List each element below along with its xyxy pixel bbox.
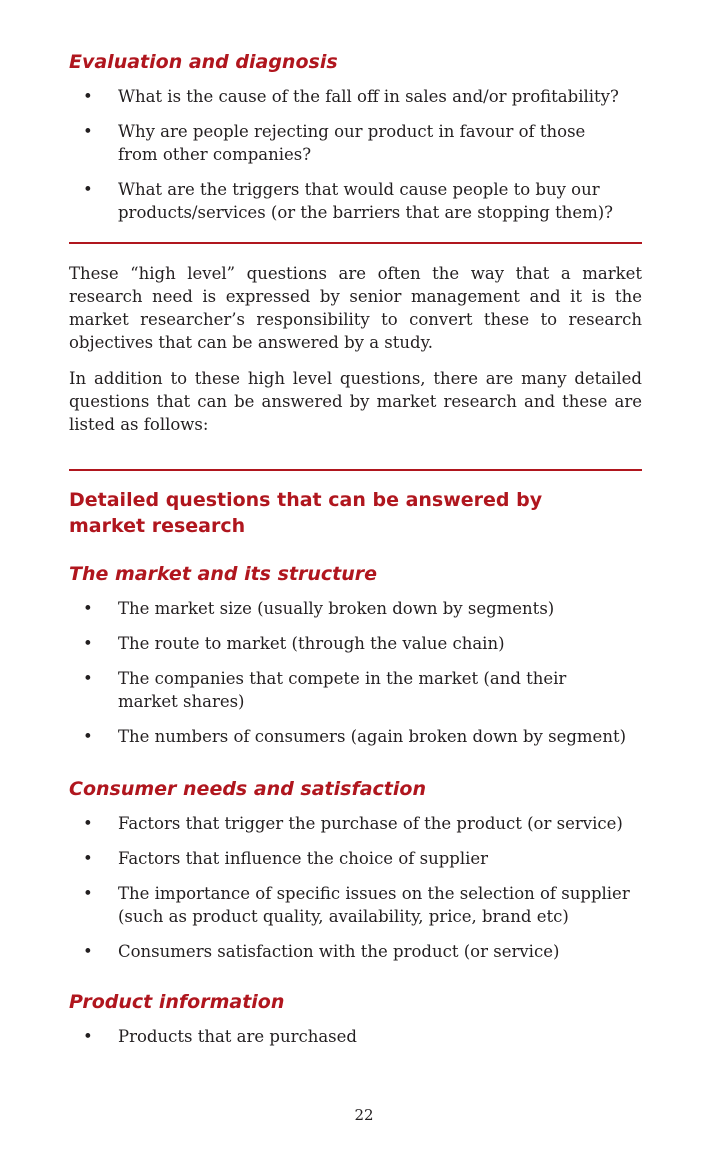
list-item-text: Consumers satisfaction with the product (or service) (118, 942, 560, 961)
list-item-text: The companies that compete in the market (and their market shares) (118, 669, 567, 711)
consumer-list (69, 812, 642, 963)
page-number: 22 (354, 1106, 374, 1124)
list-item (69, 667, 642, 713)
list-item (69, 632, 642, 655)
bullet-icon: • (83, 849, 93, 868)
list-item (69, 120, 642, 166)
bullet-icon: • (83, 634, 93, 653)
list-item-text: Factors that influence the choice of supplier (118, 849, 489, 868)
list-item (69, 940, 642, 963)
divider (69, 242, 642, 244)
list-item-text: Factors that trigger the purchase of the product (or service) (118, 814, 623, 833)
divider (69, 469, 642, 471)
bullet-icon: • (83, 122, 93, 141)
evaluation-list (69, 85, 642, 224)
bullet-icon: • (83, 599, 93, 618)
list-item (69, 725, 642, 748)
section-heading-detailed: Detailed questions that can be answered by market research (69, 489, 543, 537)
list-item (69, 812, 642, 835)
bullet-icon: • (83, 942, 93, 961)
list-item-text: Why are people rejecting our product in favour of those from other companies? (118, 122, 586, 164)
bullet-icon: • (83, 669, 93, 688)
section-title-evaluation: Evaluation and diagnosis (69, 51, 338, 73)
list-item (69, 597, 642, 620)
list-item-text: What is the cause of the fall off in sales and/or profitability? (118, 87, 619, 106)
paragraph-detailed-intro: In addition to these high level questions, there are many detailed questions that can be answered by market research and these are listed as follows: (69, 369, 642, 434)
paragraph-high-level: These “high level” questions are often the way that a market research need is expressed by senior management and it is the market researcher’s responsibility to convert these to research objectives that can be answered by a study. (69, 264, 642, 352)
list-item (69, 882, 642, 928)
product-list (69, 1025, 642, 1048)
section-title-market: The market and its structure (69, 563, 378, 585)
list-item-text: The numbers of consumers (again broken down by segment) (118, 727, 627, 746)
bullet-icon: • (83, 87, 93, 106)
list-item-text: The market size (usually broken down by segments) (118, 599, 555, 618)
list-item-text: Products that are purchased (118, 1027, 357, 1046)
market-list (69, 597, 642, 748)
list-item-text: The route to market (through the value chain) (118, 634, 505, 653)
bullet-icon: • (83, 814, 93, 833)
bullet-icon: • (83, 884, 93, 903)
bullet-icon: • (83, 727, 93, 746)
section-title-product: Product information (69, 991, 285, 1013)
bullet-icon: • (83, 1027, 93, 1046)
list-item (69, 847, 642, 870)
list-item (69, 1025, 642, 1048)
list-item (69, 178, 642, 224)
section-title-consumer: Consumer needs and satisfaction (69, 778, 426, 800)
bullet-icon: • (83, 180, 93, 199)
list-item (69, 85, 642, 108)
list-item-text: The importance of specific issues on the selection of supplier (such as product quality, availability, price, brand etc) (118, 884, 630, 926)
list-item-text: What are the triggers that would cause people to buy our products/services (or the barriers that are stopping them)? (118, 180, 614, 222)
